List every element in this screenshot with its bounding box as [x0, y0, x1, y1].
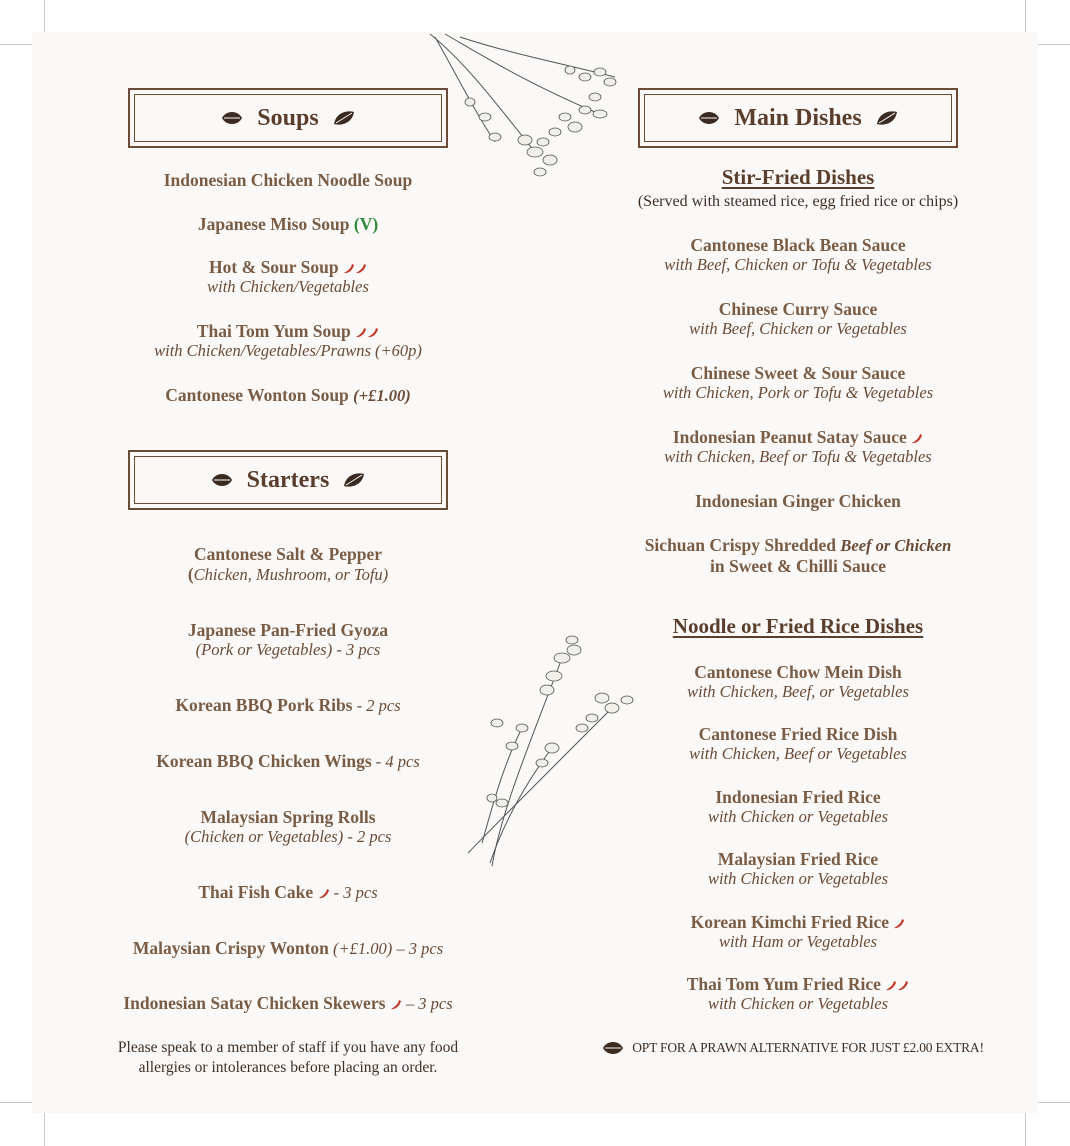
leaf-icon [343, 472, 365, 488]
item-portion: - 4 pcs [371, 752, 420, 771]
item-description: with Chicken/Vegetables [207, 277, 369, 296]
crop-mark [1038, 1102, 1070, 1103]
crop-mark [44, 1113, 45, 1146]
section-heading: Stir-Fried Dishes [721, 165, 875, 189]
item-description: with Ham or Vegetables [718, 932, 878, 951]
menu-item [88, 695, 488, 716]
menu-item [78, 938, 498, 959]
item-name: Malaysian Fried Rice [717, 849, 879, 869]
item-name: Thai Fish Cake [198, 882, 314, 902]
menu-item [598, 849, 998, 889]
item-description: with Chicken or Vegetables [707, 807, 889, 826]
menu-item [88, 170, 488, 190]
leaf-icon [221, 110, 243, 126]
item-description: with Chicken or Vegetables [707, 994, 889, 1013]
prawn-note-text: OPT FOR A PRAWN ALTERNATIVE FOR JUST £2.00 EXTRA! [632, 1040, 984, 1055]
menu-item [598, 662, 998, 702]
item-name: Indonesian Peanut Satay Sauce [672, 427, 907, 447]
main-dishes-heading: Main Dishes [734, 104, 862, 131]
chili-icon [343, 263, 355, 275]
soups-heading-box [128, 88, 448, 148]
item-description: with Beef, Chicken or Vegetables [689, 319, 907, 338]
item-name: Thai Tom Yum Fried Rice [686, 974, 881, 994]
item-description: with Chicken, Pork or Tofu & Vegetables [662, 383, 934, 402]
allergy-note-line1: Please speak to a member of staff if you have any food [117, 1039, 459, 1056]
starters-heading: Starters [246, 466, 330, 493]
item-name: Sichuan Crispy Shredded [644, 535, 836, 555]
item-portion: - 2 pcs [352, 696, 401, 715]
chili-icon [897, 980, 909, 992]
item-name: Cantonese Fried Rice Dish [698, 724, 898, 744]
item-name-line2: in Sweet & Chilli Sauce [710, 556, 886, 576]
menu-item [88, 882, 488, 903]
allergy-note [78, 1038, 498, 1078]
chili-icon [885, 980, 897, 992]
starters-heading-box [128, 450, 448, 510]
crop-mark [1025, 0, 1026, 32]
menu-item [598, 974, 998, 1014]
item-name: Indonesian Chicken Noodle Soup [163, 170, 413, 190]
menu-item [598, 724, 998, 764]
item-name: Korean Kimchi Fried Rice [690, 912, 890, 932]
chili-icon [367, 327, 379, 339]
item-description: (Pork or Vegetables) - 3 pcs [195, 640, 381, 659]
prawn-alternative-note [578, 1038, 1008, 1058]
item-description: with Chicken/Vegetables/Prawns (+60p) [154, 341, 422, 360]
item-name: Chinese Sweet & Sour Sauce [690, 363, 906, 383]
item-name-italic: Beef or Chicken [840, 536, 952, 555]
menu-item [598, 787, 998, 827]
item-price-extra: (+£1.00) [353, 386, 411, 405]
stir-fried-note [598, 192, 998, 212]
chili-icon [355, 263, 367, 275]
item-name: Cantonese Wonton Soup [165, 385, 349, 405]
item-name: Indonesian Satay Chicken Skewers [123, 993, 386, 1013]
item-name: Japanese Miso Soup [197, 214, 350, 234]
menu-item [68, 993, 508, 1014]
item-name: Chinese Curry Sauce [718, 299, 878, 319]
chili-icon [911, 433, 923, 445]
menu-item [88, 214, 488, 234]
item-name: Indonesian Ginger Chicken [695, 491, 901, 511]
item-name: Korean BBQ Pork Ribs [175, 695, 353, 715]
chili-icon [893, 918, 905, 930]
menu-item [88, 620, 488, 660]
item-description: with Chicken, Beef, or Vegetables [687, 682, 909, 701]
item-name: Cantonese Black Bean Sauce [690, 235, 906, 255]
item-name: Malaysian Spring Rolls [200, 807, 376, 827]
item-name: Japanese Pan-Fried Gyoza [187, 620, 389, 640]
menu-item [88, 257, 488, 297]
item-name: Indonesian Fried Rice [715, 787, 881, 807]
stir-fried-section-heading [598, 164, 998, 193]
item-description: with Beef, Chicken or Tofu & Vegetables [664, 255, 932, 274]
item-name: Hot & Sour Soup [209, 257, 339, 277]
chili-icon [355, 327, 367, 339]
crop-mark [1038, 44, 1070, 45]
section-heading: Noodle or Fried Rice Dishes [672, 614, 924, 638]
menu-item [598, 235, 998, 275]
leaf-icon [876, 110, 898, 126]
noodle-section-heading [598, 613, 998, 642]
item-name: Thai Tom Yum Soup [196, 321, 351, 341]
item-portion: (+£1.00) – 3 pcs [328, 939, 444, 958]
item-portion: – 3 pcs [401, 994, 453, 1013]
lavender-illustration-top [425, 32, 625, 182]
menu-item [88, 385, 488, 406]
menu-item [598, 535, 998, 576]
menu-item [598, 427, 998, 467]
item-name: Malaysian Crispy Wonton [132, 938, 329, 958]
crop-mark [1025, 1113, 1026, 1146]
menu-item [598, 299, 998, 339]
item-description: with Chicken or Vegetables [707, 869, 889, 888]
item-name: Korean BBQ Chicken Wings [156, 751, 372, 771]
allergy-note-line2: allergies or intolerances before placing an order. [138, 1059, 438, 1076]
crop-mark [0, 44, 32, 45]
menu-item [598, 912, 998, 952]
item-name: Cantonese Salt & Pepper [193, 544, 383, 564]
menu-item [598, 491, 998, 511]
menu-item [598, 363, 998, 403]
leaf-icon [698, 110, 720, 126]
chili-icon [318, 888, 330, 900]
menu-item [88, 544, 488, 585]
item-description: (Chicken or Vegetables) - 2 pcs [184, 827, 392, 846]
serving-note: (Served with steamed rice, egg fried rice or chips) [637, 193, 959, 210]
soups-heading: Soups [257, 104, 319, 131]
item-description: with Chicken, Beef or Tofu & Vegetables [664, 447, 932, 466]
paren: ( [187, 564, 194, 584]
leaf-icon [602, 1040, 624, 1056]
leaf-icon [333, 110, 355, 126]
leaf-icon [211, 472, 233, 488]
item-description: with Chicken, Beef or Vegetables [689, 744, 907, 763]
crop-mark [0, 1102, 32, 1103]
crop-mark [44, 0, 45, 32]
vegetarian-badge: (V) [353, 214, 379, 234]
main-dishes-heading-box [638, 88, 958, 148]
menu-item [88, 321, 488, 361]
item-portion: - 3 pcs [329, 883, 378, 902]
chili-icon [390, 999, 402, 1011]
item-name: Cantonese Chow Mein Dish [694, 662, 902, 682]
item-description: Chicken, Mushroom, or Tofu) [193, 565, 389, 584]
menu-item [88, 807, 488, 847]
menu-item [88, 751, 488, 772]
